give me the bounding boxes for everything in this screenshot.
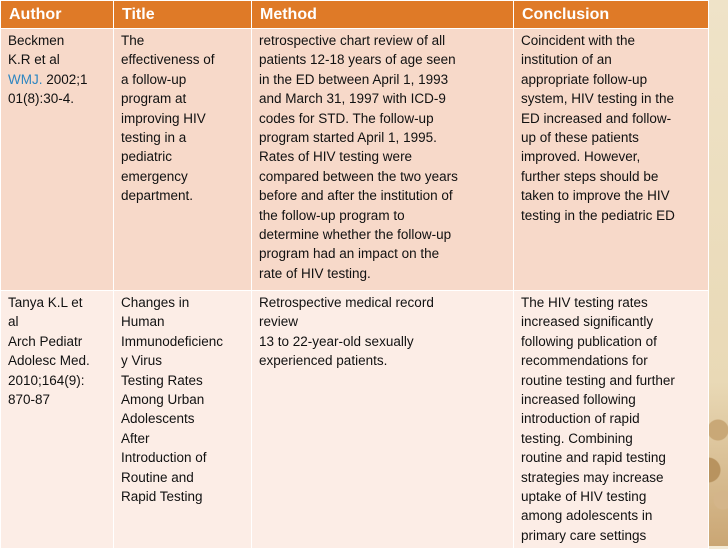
cell-text-line: ED increased and follow-	[521, 110, 672, 126]
cell-text-line: testing in the pediatric ED	[521, 207, 675, 223]
cell-text-line: uptake of HIV testing	[521, 489, 647, 505]
title-cell	[114, 291, 252, 549]
cell-text-line: experienced patients.	[259, 353, 388, 369]
cell-text-line: Adolesc Med.	[8, 353, 90, 369]
cell-text-line: improving HIV	[121, 110, 206, 126]
cell-text-line: The HIV testing rates	[521, 295, 648, 310]
cell-text-line: introduction of rapid	[521, 411, 640, 427]
cell-text-line: institution of an	[521, 52, 612, 68]
conclusion-cell	[514, 291, 709, 549]
cell-text-line: Arch Pediatr	[8, 333, 83, 349]
cell-text-line: determine whether the follow-up	[259, 227, 452, 243]
cell-text-line: increased significantly	[521, 314, 654, 330]
cell-text-line: in the ED between April 1, 1993	[259, 71, 449, 87]
journal-line	[8, 70, 107, 89]
journal-link[interactable]: WMJ.	[8, 71, 43, 87]
citation-text: 2002;1	[42, 71, 88, 87]
cell-text-line: Among Urban	[121, 392, 205, 408]
cell-text-line: a follow-up	[121, 71, 187, 87]
cell-text-line: Retrospective medical record	[259, 295, 434, 310]
method-cell	[252, 291, 514, 549]
cell-text-line: strategies may increase	[521, 469, 664, 485]
title-cell	[114, 29, 252, 291]
table-header-row	[1, 1, 709, 29]
cell-text-line: Testing Rates	[121, 372, 203, 388]
cell-text-line: following publication of	[521, 333, 657, 349]
cell-text-line: emergency	[121, 168, 188, 184]
table-row	[1, 29, 709, 291]
cell-text-line: and March 31, 1997 with ICD-9	[259, 91, 446, 107]
table-row	[1, 291, 709, 549]
cell-text-line: improved. However,	[521, 149, 641, 165]
cell-text-line: program at	[121, 91, 187, 107]
cell-text-line: Coincident with the	[521, 33, 636, 48]
cell-text-line: 870-87	[8, 392, 51, 408]
cell-text-line: Rapid Testing	[121, 489, 203, 505]
cell-text-line: among adolescents in	[521, 508, 653, 524]
cell-text-line: the follow-up program to	[259, 207, 405, 223]
author-line: K.R et al	[8, 52, 60, 68]
cell-text-line: routine testing and further	[521, 372, 675, 388]
cell-text-line: primary care settings	[521, 527, 647, 543]
cell-text-line: routine and rapid testing	[521, 450, 666, 466]
cell-text-line: The	[121, 33, 145, 48]
cell-text-line: After	[121, 430, 150, 446]
cell-text-line: Immunodeficienc	[121, 333, 224, 349]
cell-text-line: further steps should be	[521, 168, 659, 184]
cell-text-line: compared between the two years	[259, 168, 458, 184]
cell-text-line: Tanya K.L et	[8, 295, 83, 310]
cell-text-line: Changes in	[121, 295, 190, 310]
cell-text-line: program had an impact on the	[259, 246, 440, 262]
header-title: Title	[114, 1, 252, 29]
cell-text-line: effectiveness of	[121, 52, 215, 68]
cell-text-line: rate of HIV testing.	[259, 265, 371, 281]
cell-text-line: testing in a	[121, 130, 187, 146]
author-cell	[1, 291, 114, 549]
cell-text-line: pediatric	[121, 149, 173, 165]
cell-text-line: program started April 1, 1995.	[259, 130, 437, 146]
author-cell	[1, 29, 114, 291]
cell-text-line: 2010;164(9):	[8, 372, 85, 388]
conclusion-cell	[514, 29, 709, 291]
cell-text-line: before and after the institution of	[259, 188, 453, 204]
header-author: Author	[1, 1, 114, 29]
cell-text-line: Routine and	[121, 469, 194, 485]
cell-text-line: increased following	[521, 392, 636, 408]
cell-text-line: codes for STD. The follow-up	[259, 110, 434, 126]
cell-text-line: taken to improve the HIV	[521, 188, 670, 204]
cell-text-line: Introduction of	[121, 450, 207, 466]
header-conclusion: Conclusion	[514, 1, 709, 29]
cell-text-line: patients 12-18 years of age seen	[259, 52, 456, 68]
cell-text-line: Rates of HIV testing were	[259, 149, 413, 165]
cell-text-line: al	[8, 314, 19, 330]
cell-text-line: department.	[121, 188, 194, 204]
cell-text-line: 13 to 22-year-old sexually	[259, 333, 414, 349]
cell-text-line: review	[259, 314, 299, 330]
cell-text-line: y Virus	[121, 353, 163, 369]
author-line: Beckmen	[8, 33, 65, 48]
cell-text-line: retrospective chart review of all	[259, 33, 446, 48]
method-cell	[252, 29, 514, 291]
cell-text-line: appropriate follow-up	[521, 71, 648, 87]
cell-text-line: Human	[121, 314, 165, 330]
cell-text-line: testing. Combining	[521, 430, 633, 446]
cell-text-line: Adolescents	[121, 411, 195, 427]
cell-text-line: up of these patients	[521, 130, 639, 146]
citation-line: 01(8):30-4.	[8, 91, 75, 107]
header-method: Method	[252, 1, 514, 29]
cell-text-line: recommendations for	[521, 353, 648, 369]
cell-text-line: system, HIV testing in the	[521, 91, 675, 107]
